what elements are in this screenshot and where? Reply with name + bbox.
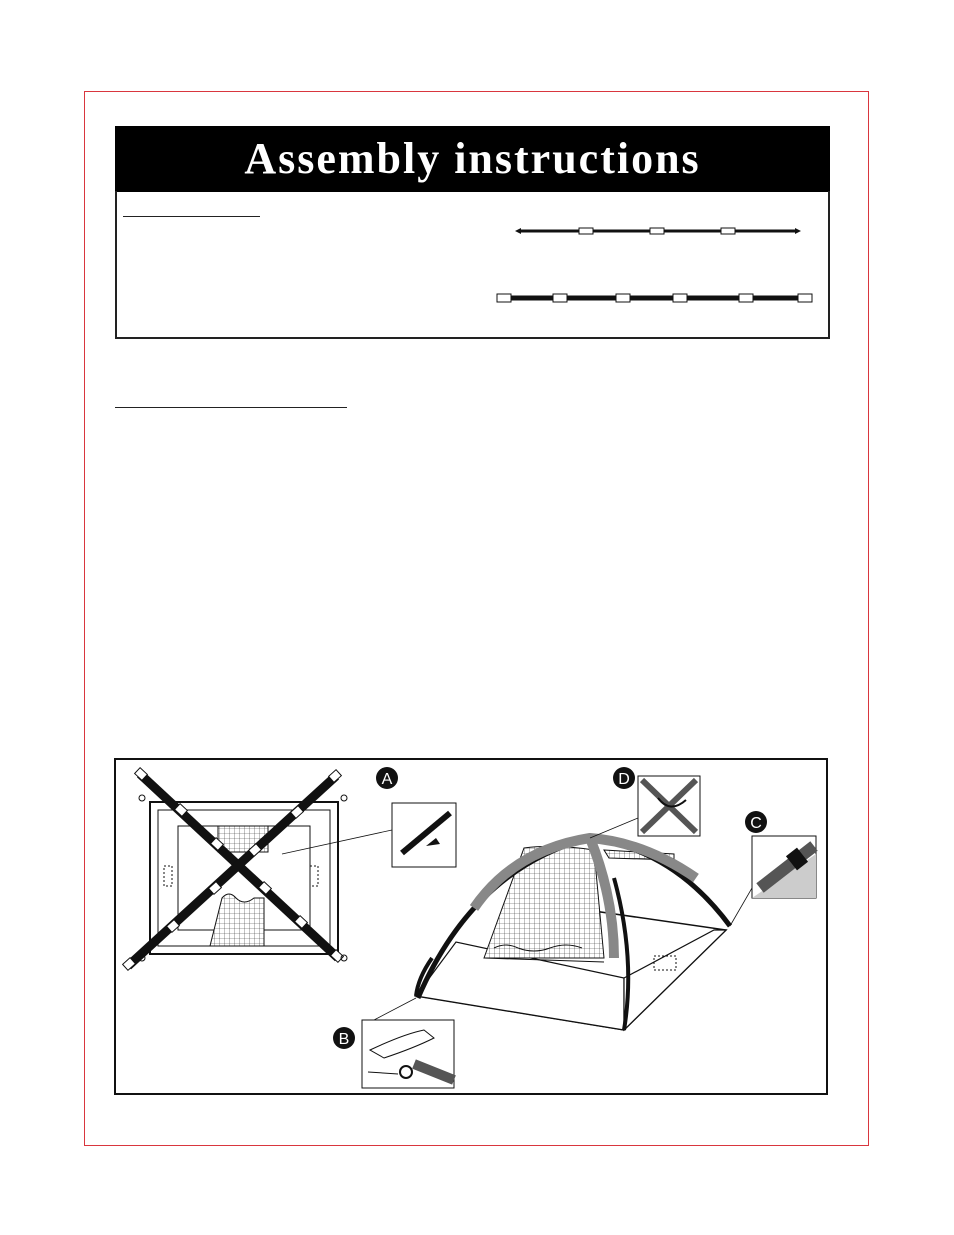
- title-banner: [115, 126, 830, 192]
- callout-b-label: B: [338, 1031, 350, 1048]
- callout-c-label: C: [750, 815, 762, 832]
- long-pole-ferrule: [739, 294, 753, 302]
- tent-top-view: [123, 768, 347, 971]
- parts-heading-underline: [123, 216, 260, 217]
- long-pole-ferrule: [798, 294, 812, 302]
- callout-c: [730, 811, 816, 926]
- steps-heading-underline: [115, 407, 347, 408]
- short-pole-ferrule: [579, 228, 593, 234]
- callout-a-label: A: [381, 771, 393, 788]
- poles-illustration: [495, 222, 820, 307]
- long-pole-ferrule: [553, 294, 567, 302]
- short-pole-ferrule: [721, 228, 735, 234]
- assembly-illustration: [114, 758, 828, 1095]
- short-pole-ferrule: [650, 228, 664, 234]
- callout-d-label: D: [618, 771, 630, 788]
- callout-b: [333, 998, 454, 1088]
- long-pole-ferrule: [497, 294, 511, 302]
- long-pole-ferrule: [673, 294, 687, 302]
- dome-tent: [416, 838, 730, 1030]
- callout-d: [590, 767, 700, 838]
- long-pole-ferrule: [616, 294, 630, 302]
- long-pole: [497, 294, 812, 302]
- page-title: Assembly instructions: [244, 134, 701, 183]
- short-pole: [515, 228, 801, 234]
